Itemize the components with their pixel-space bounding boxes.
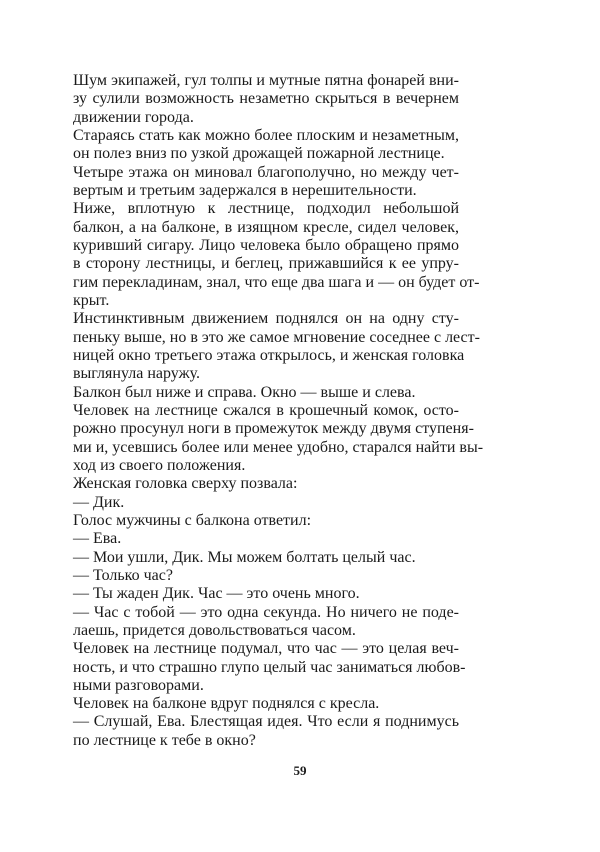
paragraph — [73, 549, 459, 567]
paragraph — [73, 695, 459, 713]
text-line: движении города. — [73, 108, 194, 126]
text-line: — Дик. — [73, 493, 125, 511]
text-line: — Мои ушли, Дик. Мы можем болтать целый час. — [73, 548, 416, 566]
paragraph — [73, 310, 480, 383]
paragraph — [73, 494, 459, 512]
text-line: Балкон был ниже и справа. Окно — выше и слева. — [73, 383, 416, 401]
paragraph — [73, 200, 480, 310]
text-line: вертым и третьим задержался в нерешительности. — [73, 181, 417, 199]
text-line: ность, и что страшно глупо целый час заниматься любов- — [73, 658, 466, 676]
paragraph — [73, 585, 459, 603]
text-line: Стараясь стать как можно более плоским и незаметным, — [73, 126, 459, 144]
paragraph — [73, 384, 459, 402]
text-line: — Час с тобой — это одна секунда. Но ничего не поде- — [73, 603, 459, 621]
page-number: 59 — [293, 763, 307, 778]
text-line: — Только час? — [73, 566, 173, 584]
text-line: по лестнице к тебе в окно? — [73, 731, 256, 749]
text-line: Четыре этажа он миновал благополучно, но между чет- — [73, 163, 459, 181]
text-line: ход из своего положения. — [73, 456, 246, 474]
text-line: балкон, а на балконе, в изящном кресле, сидел человек, — [73, 218, 459, 236]
paragraph — [73, 512, 459, 530]
paragraph — [73, 475, 459, 493]
paragraph — [73, 72, 459, 127]
text-line: крыт. — [73, 291, 110, 309]
paragraph — [73, 567, 459, 585]
text-line: Инстинктивным движением поднялся он на одну сту- — [73, 310, 459, 328]
body-text — [73, 72, 484, 750]
text-line: — Слушай, Ева. Блестящая идея. Что если я поднимусь — [73, 713, 459, 731]
text-line: пеньку выше, но в это же самое мгновение соседнее с лест- — [73, 328, 480, 346]
text-line: Человек на лестнице подумал, что час — это целая веч- — [73, 640, 459, 658]
text-line: гим перекладинам, знал, что еще два шага и — он будет от- — [73, 273, 480, 291]
text-line: Человек на лестнице сжался в крошечный комок, осто- — [73, 401, 459, 419]
text-line: Голос мужчины с балкона ответил: — [73, 511, 312, 529]
paragraph — [73, 604, 459, 641]
text-line: куривший сигару. Лицо человека было обращено прямо — [73, 236, 459, 254]
text-line: он полез вниз по узкой дрожащей пожарной лестнице. — [73, 145, 445, 163]
text-line: рожно просунул ноги в промежуток между двумя ступеня- — [73, 420, 474, 438]
text-line: лаешь, придется довольствоваться часом. — [73, 621, 356, 639]
text-line: — Ты жаден Дик. Час — это очень много. — [73, 585, 360, 603]
text-line: ными разговорами. — [73, 676, 204, 694]
paragraph — [73, 127, 459, 164]
paragraph — [73, 640, 466, 695]
paragraph — [73, 713, 459, 750]
text-line: Человек на балконе вдруг поднялся с кресла. — [73, 695, 380, 713]
text-line: — Ева. — [73, 530, 122, 548]
text-line: выглянула наружу. — [73, 365, 201, 383]
text-line: зу сулили возможность незаметно скрыться в вечернем — [73, 90, 459, 108]
text-line: Шум экипажей, гул толпы и мутные пятна фонарей вни- — [73, 72, 459, 89]
paragraph — [73, 164, 459, 201]
paragraph — [73, 401, 484, 475]
text-line: в сторону лестницы, и беглец, прижавшийся к ее упру- — [73, 255, 459, 273]
text-line: ми и, усевшись более или менее удобно, старался найти вы- — [73, 438, 484, 456]
text-line: Женская головка сверху позвала: — [73, 475, 298, 493]
text-line: Ниже, вплотную к лестнице, подходил небольшой — [73, 200, 459, 218]
paragraph — [73, 530, 459, 548]
text-line: ницей окно третьего этажа открылось, и женская головка — [73, 346, 465, 364]
